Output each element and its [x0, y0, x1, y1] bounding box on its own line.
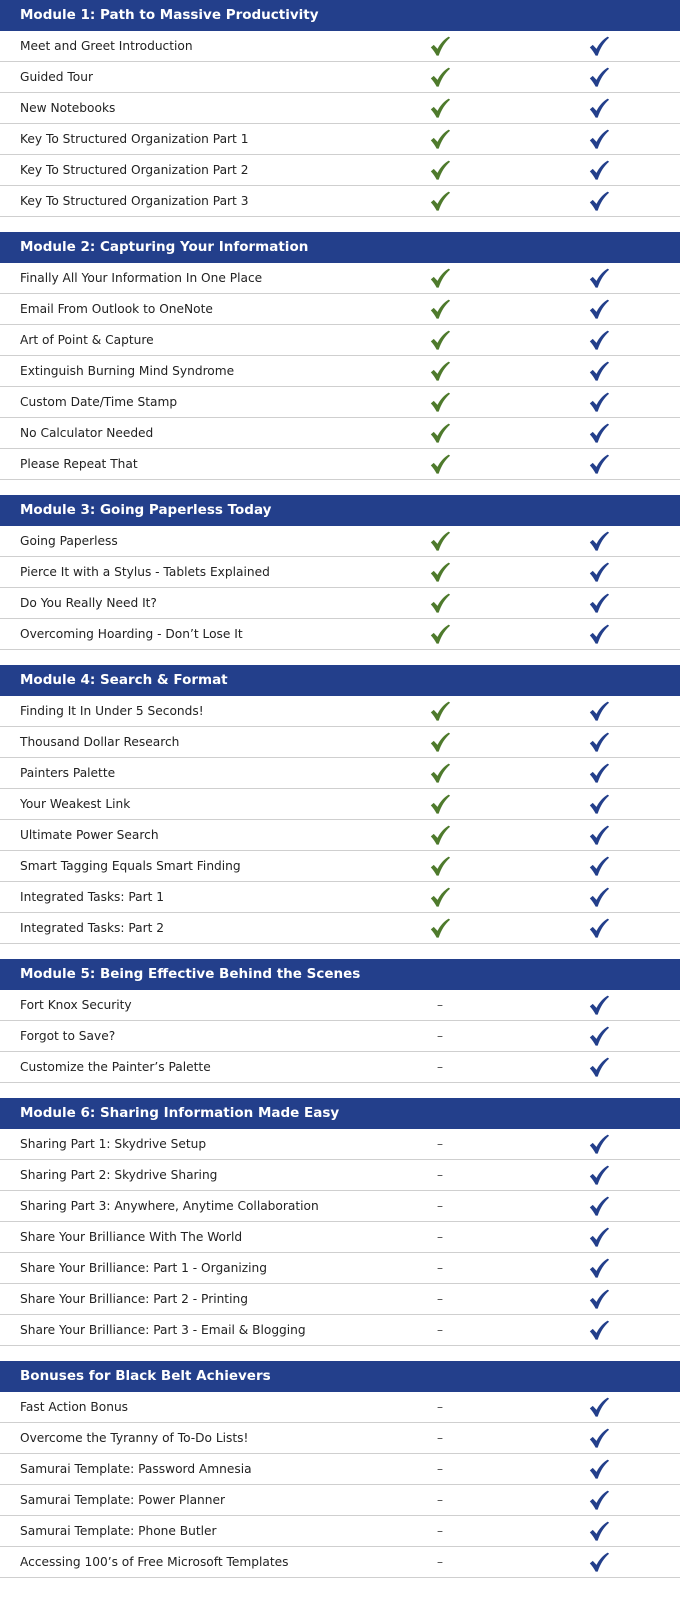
not-included-cell [425, 1021, 455, 1051]
included-cell [425, 325, 455, 355]
lesson-title: Share Your Brilliance: Part 1 - Organizing [20, 1261, 268, 1275]
included-cell [584, 124, 614, 154]
checkmark-icon [429, 35, 451, 57]
module-section [0, 665, 680, 944]
included-cell [584, 1160, 614, 1190]
checkmark-icon [429, 700, 451, 722]
checkmark-icon [588, 35, 610, 57]
not-included-cell [425, 1253, 455, 1283]
included-cell [425, 727, 455, 757]
checkmark-icon [429, 530, 451, 552]
lesson-title: Your Weakest Link [20, 797, 131, 811]
included-cell [425, 526, 455, 556]
module-section [0, 1361, 680, 1578]
dash-mark: – [437, 1137, 443, 1151]
included-cell [584, 263, 614, 293]
checkmark-icon [588, 128, 610, 150]
checkmark-icon [588, 1551, 610, 1573]
checkmark-icon [429, 97, 451, 119]
table-row [0, 1052, 680, 1083]
included-cell [425, 557, 455, 587]
lesson-title: Forgot to Save? [20, 1029, 116, 1043]
not-included-cell [425, 1547, 455, 1577]
checkmark-icon [588, 917, 610, 939]
included-cell [584, 1423, 614, 1453]
table-row [0, 1021, 680, 1052]
table-row [0, 1315, 680, 1346]
included-cell [584, 1454, 614, 1484]
module-header: Module 1: Path to Massive Productivity [0, 0, 680, 31]
lesson-title: Smart Tagging Equals Smart Finding [20, 859, 241, 873]
checkmark-icon [429, 391, 451, 413]
table-row [0, 1284, 680, 1315]
lesson-title: Key To Structured Organization Part 1 [20, 132, 249, 146]
table-row [0, 1160, 680, 1191]
not-included-cell [425, 1052, 455, 1082]
checkmark-icon [588, 422, 610, 444]
dash-mark: – [437, 1524, 443, 1538]
lesson-title: Fast Action Bonus [20, 1400, 129, 1414]
checkmark-icon [429, 824, 451, 846]
included-cell [584, 1129, 614, 1159]
checkmark-icon [429, 159, 451, 181]
included-cell [425, 696, 455, 726]
checkmark-icon [429, 298, 451, 320]
lesson-title: Key To Structured Organization Part 2 [20, 163, 249, 177]
included-cell [425, 449, 455, 479]
lesson-title: Fort Knox Security [20, 998, 132, 1012]
module-header: Module 4: Search & Format [0, 665, 680, 696]
included-cell [584, 1485, 614, 1515]
checkmark-icon [588, 267, 610, 289]
included-cell [584, 1253, 614, 1283]
table-row [0, 356, 680, 387]
dash-mark: – [437, 998, 443, 1012]
checkmark-icon [588, 1458, 610, 1480]
module-section [0, 0, 680, 217]
included-cell [584, 526, 614, 556]
lesson-title: Share Your Brilliance With The World [20, 1230, 243, 1244]
included-cell [584, 1315, 614, 1345]
checkmark-icon [588, 731, 610, 753]
lesson-title: Ultimate Power Search [20, 828, 159, 842]
module-section [0, 959, 680, 1083]
included-cell [584, 449, 614, 479]
checkmark-icon [588, 360, 610, 382]
included-cell [584, 62, 614, 92]
included-cell [584, 294, 614, 324]
included-cell [425, 588, 455, 618]
included-cell [425, 820, 455, 850]
included-cell [584, 1191, 614, 1221]
checkmark-icon [588, 159, 610, 181]
table-row [0, 93, 680, 124]
included-cell [584, 1052, 614, 1082]
lesson-title: Key To Structured Organization Part 3 [20, 194, 249, 208]
included-cell [425, 913, 455, 943]
table-row [0, 1547, 680, 1578]
not-included-cell [425, 1454, 455, 1484]
checkmark-icon [588, 1025, 610, 1047]
table-row [0, 820, 680, 851]
checkmark-icon [588, 298, 610, 320]
included-cell [584, 387, 614, 417]
included-cell [425, 789, 455, 819]
not-included-cell [425, 1392, 455, 1422]
table-row [0, 557, 680, 588]
lesson-title: Sharing Part 1: Skydrive Setup [20, 1137, 207, 1151]
included-cell [584, 696, 614, 726]
checkmark-icon [588, 1133, 610, 1155]
included-cell [425, 356, 455, 386]
checkmark-icon [429, 66, 451, 88]
table-row [0, 1516, 680, 1547]
included-cell [584, 186, 614, 216]
dash-mark: – [437, 1292, 443, 1306]
not-included-cell [425, 1284, 455, 1314]
included-cell [584, 619, 614, 649]
lesson-title: Going Paperless [20, 534, 118, 548]
module-header: Bonuses for Black Belt Achievers [0, 1361, 680, 1392]
included-cell [425, 294, 455, 324]
lesson-title: Overcome the Tyranny of To-Do Lists! [20, 1431, 249, 1445]
checkmark-icon [429, 190, 451, 212]
dash-mark: – [437, 1029, 443, 1043]
lesson-title: Customize the Painter’s Palette [20, 1060, 211, 1074]
dash-mark: – [437, 1168, 443, 1182]
included-cell [425, 882, 455, 912]
included-cell [584, 882, 614, 912]
module-section [0, 1098, 680, 1346]
dash-mark: – [437, 1261, 443, 1275]
lesson-title: Share Your Brilliance: Part 2 - Printing [20, 1292, 248, 1306]
included-cell [584, 325, 614, 355]
module-section [0, 232, 680, 480]
module-header: Module 6: Sharing Information Made Easy [0, 1098, 680, 1129]
checkmark-icon [588, 391, 610, 413]
table-row [0, 1129, 680, 1160]
lesson-title: Please Repeat That [20, 457, 138, 471]
table-row [0, 263, 680, 294]
checkmark-icon [588, 762, 610, 784]
checkmark-icon [588, 1195, 610, 1217]
included-cell [584, 557, 614, 587]
checkmark-icon [588, 623, 610, 645]
lesson-title: Thousand Dollar Research [20, 735, 180, 749]
table-row [0, 1423, 680, 1454]
included-cell [584, 418, 614, 448]
checkmark-icon [429, 561, 451, 583]
lesson-title: Meet and Greet Introduction [20, 39, 193, 53]
dash-mark: – [437, 1199, 443, 1213]
included-cell [584, 1392, 614, 1422]
included-cell [584, 1547, 614, 1577]
lesson-title: Do You Really Need It? [20, 596, 157, 610]
included-cell [425, 62, 455, 92]
included-cell [425, 387, 455, 417]
checkmark-icon [588, 1396, 610, 1418]
table-row [0, 1392, 680, 1423]
included-cell [425, 418, 455, 448]
table-row [0, 727, 680, 758]
module-header: Module 2: Capturing Your Information [0, 232, 680, 263]
included-cell [425, 186, 455, 216]
included-cell [584, 356, 614, 386]
lesson-title: Samurai Template: Password Amnesia [20, 1462, 252, 1476]
checkmark-icon [588, 530, 610, 552]
checkmark-icon [588, 1288, 610, 1310]
table-row [0, 990, 680, 1021]
not-included-cell [425, 1191, 455, 1221]
table-row [0, 418, 680, 449]
checkmark-icon [429, 128, 451, 150]
not-included-cell [425, 1516, 455, 1546]
included-cell [584, 1284, 614, 1314]
checkmark-icon [429, 267, 451, 289]
lesson-title: Finding It In Under 5 Seconds! [20, 704, 204, 718]
included-cell [584, 990, 614, 1020]
included-cell [425, 263, 455, 293]
not-included-cell [425, 990, 455, 1020]
lesson-title: Share Your Brilliance: Part 3 - Email & Blogging [20, 1323, 306, 1337]
lesson-title: Custom Date/Time Stamp [20, 395, 178, 409]
table-row [0, 186, 680, 217]
included-cell [584, 727, 614, 757]
table-row [0, 588, 680, 619]
table-row [0, 387, 680, 418]
not-included-cell [425, 1160, 455, 1190]
included-cell [425, 31, 455, 61]
dash-mark: – [437, 1323, 443, 1337]
checkmark-icon [588, 1226, 610, 1248]
lesson-title: Samurai Template: Phone Butler [20, 1524, 217, 1538]
table-row [0, 1485, 680, 1516]
lesson-title: Accessing 100’s of Free Microsoft Templates [20, 1555, 289, 1569]
table-row [0, 851, 680, 882]
checkmark-icon [588, 793, 610, 815]
checkmark-icon [588, 561, 610, 583]
dash-mark: – [437, 1462, 443, 1476]
included-cell [584, 588, 614, 618]
checkmark-icon [588, 1489, 610, 1511]
table-row [0, 758, 680, 789]
checkmark-icon [429, 623, 451, 645]
module-section [0, 495, 680, 650]
checkmark-icon [429, 592, 451, 614]
lesson-title: New Notebooks [20, 101, 116, 115]
table-row [0, 449, 680, 480]
table-row [0, 619, 680, 650]
lesson-title: No Calculator Needed [20, 426, 154, 440]
module-header: Module 5: Being Effective Behind the Scenes [0, 959, 680, 990]
checkmark-icon [588, 700, 610, 722]
dash-mark: – [437, 1431, 443, 1445]
table-row [0, 325, 680, 356]
included-cell [584, 758, 614, 788]
not-included-cell [425, 1423, 455, 1453]
included-cell [584, 1516, 614, 1546]
table-row [0, 789, 680, 820]
checkmark-icon [588, 855, 610, 877]
checkmark-icon [588, 994, 610, 1016]
table-row [0, 1222, 680, 1253]
table-row [0, 1253, 680, 1284]
checkmark-icon [588, 329, 610, 351]
dash-mark: – [437, 1060, 443, 1074]
included-cell [425, 619, 455, 649]
checkmark-icon [588, 453, 610, 475]
lesson-title: Art of Point & Capture [20, 333, 154, 347]
included-cell [425, 93, 455, 123]
lesson-title: Email From Outlook to OneNote [20, 302, 213, 316]
lesson-title: Finally All Your Information In One Place [20, 271, 263, 285]
included-cell [584, 913, 614, 943]
lesson-title: Integrated Tasks: Part 2 [20, 921, 165, 935]
table-row [0, 31, 680, 62]
dash-mark: – [437, 1493, 443, 1507]
checkmark-icon [429, 422, 451, 444]
checkmark-icon [588, 97, 610, 119]
not-included-cell [425, 1222, 455, 1252]
lesson-title: Sharing Part 2: Skydrive Sharing [20, 1168, 218, 1182]
included-cell [584, 1021, 614, 1051]
table-row [0, 62, 680, 93]
included-cell [425, 758, 455, 788]
checkmark-icon [588, 886, 610, 908]
checkmark-icon [588, 1257, 610, 1279]
included-cell [584, 93, 614, 123]
table-row [0, 882, 680, 913]
table-row [0, 1454, 680, 1485]
checkmark-icon [429, 731, 451, 753]
lesson-title: Integrated Tasks: Part 1 [20, 890, 165, 904]
lesson-title: Painters Palette [20, 766, 116, 780]
not-included-cell [425, 1485, 455, 1515]
checkmark-icon [429, 360, 451, 382]
table-row [0, 294, 680, 325]
included-cell [425, 155, 455, 185]
dash-mark: – [437, 1230, 443, 1244]
included-cell [584, 31, 614, 61]
lesson-title: Sharing Part 3: Anywhere, Anytime Collaboration [20, 1199, 319, 1213]
included-cell [584, 789, 614, 819]
checkmark-icon [429, 855, 451, 877]
lesson-title: Overcoming Hoarding - Don’t Lose It [20, 627, 243, 641]
included-cell [584, 155, 614, 185]
table-row [0, 526, 680, 557]
checkmark-icon [588, 1056, 610, 1078]
checkmark-icon [429, 886, 451, 908]
included-cell [584, 820, 614, 850]
table-row [0, 696, 680, 727]
lesson-title: Guided Tour [20, 70, 93, 84]
table-row [0, 124, 680, 155]
checkmark-icon [429, 793, 451, 815]
checkmark-icon [588, 190, 610, 212]
checkmark-icon [588, 1520, 610, 1542]
table-row [0, 155, 680, 186]
lesson-title: Extinguish Burning Mind Syndrome [20, 364, 235, 378]
checkmark-icon [429, 917, 451, 939]
checkmark-icon [588, 1164, 610, 1186]
included-cell [425, 124, 455, 154]
dash-mark: – [437, 1400, 443, 1414]
module-header: Module 3: Going Paperless Today [0, 495, 680, 526]
checkmark-icon [429, 762, 451, 784]
checkmark-icon [429, 329, 451, 351]
checkmark-icon [588, 66, 610, 88]
checkmark-icon [588, 824, 610, 846]
lesson-title: Pierce It with a Stylus - Tablets Explained [20, 565, 270, 579]
checkmark-icon [588, 592, 610, 614]
not-included-cell [425, 1315, 455, 1345]
included-cell [584, 1222, 614, 1252]
table-row [0, 913, 680, 944]
dash-mark: – [437, 1555, 443, 1569]
lesson-title: Samurai Template: Power Planner [20, 1493, 226, 1507]
checkmark-icon [588, 1427, 610, 1449]
not-included-cell [425, 1129, 455, 1159]
included-cell [584, 851, 614, 881]
checkmark-icon [588, 1319, 610, 1341]
table-row [0, 1191, 680, 1222]
included-cell [425, 851, 455, 881]
checkmark-icon [429, 453, 451, 475]
